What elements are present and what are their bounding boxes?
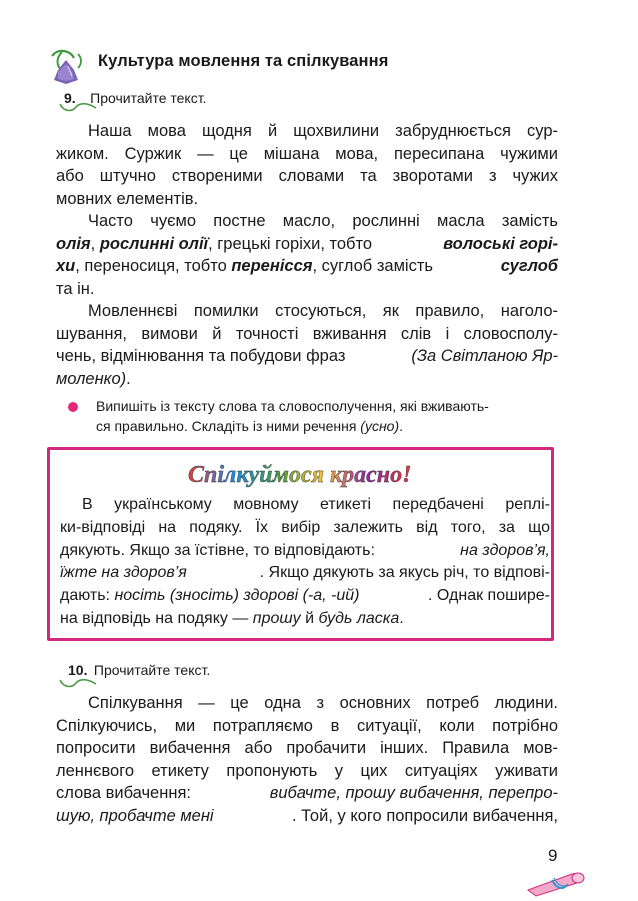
- text-segment: й: [300, 609, 319, 627]
- text-segment: .: [399, 609, 404, 627]
- text-segment: , грецькі горіхи, тобто: [208, 234, 373, 253]
- text-line: та ін.: [56, 279, 95, 298]
- exercise-10-label: [68, 662, 210, 680]
- text-line: [56, 233, 558, 256]
- text-segment: . Однак поширe-: [428, 587, 550, 605]
- text-line: Часто чуємо постне масло, рослинні масла замість: [88, 212, 558, 230]
- text-line: [60, 540, 550, 563]
- exercise-number: 9.: [64, 90, 76, 106]
- paragraph-1: [56, 120, 558, 210]
- bullet-dot-icon: [68, 402, 78, 412]
- text-segment: дякують. Якщо за їстівне, то відповідають:: [60, 541, 375, 559]
- text-segment: ,: [90, 234, 100, 253]
- text-segment: , суглоб замість: [312, 257, 433, 276]
- text-line: Наша мова щодня й щохвилини забруднюється сур-: [88, 122, 558, 140]
- text-segment: .: [399, 418, 404, 434]
- highlight-word: суглоб: [500, 257, 558, 276]
- text-segment: .: [126, 369, 131, 388]
- scroll-icon: [522, 868, 592, 898]
- text-segment: ся правильно. Складіть із ними речення: [96, 418, 361, 434]
- text-segment: шую, пробачте мені: [56, 806, 214, 825]
- text-segment: будь ласка: [318, 609, 400, 627]
- text-line: ки-відповіді на подяку. Їх вибір залежить від того, за що: [60, 518, 550, 536]
- text-segment: дають:: [60, 587, 115, 605]
- highlight-word: рослинні олії: [99, 234, 209, 253]
- paragraph-3: [56, 300, 558, 390]
- box-heading: [180, 456, 430, 490]
- source-citation: моленко): [56, 369, 127, 388]
- text-line: Спілкування — це одна з основних потреб людини.: [88, 694, 558, 712]
- text-segment: , переносиця, тобто: [75, 257, 232, 276]
- text-line: [56, 255, 558, 278]
- text-segment: на відповідь на подяку —: [60, 609, 253, 627]
- text-segment: їжте на здоров’я: [60, 564, 187, 582]
- text-line: [60, 608, 550, 631]
- exercise-instruction: Прочитайте текст.: [90, 90, 207, 106]
- text-segment: прошу: [252, 609, 301, 627]
- exercise-number: 10.: [68, 662, 88, 678]
- exercise-instruction: Прочитайте текст.: [93, 662, 211, 678]
- text-line: попросити вибачення або пробачити інших. Правила мов-: [56, 739, 558, 758]
- highlight-word: хи: [56, 257, 76, 276]
- task-text: [96, 396, 556, 436]
- section-title: Культура мовлення та спілкування: [98, 52, 389, 70]
- bellflower-icon: [48, 46, 88, 88]
- text-line: Спілкуючись, ми потрапляємо в ситуації, коли потрібно: [56, 716, 558, 735]
- box-text: [60, 494, 550, 631]
- text-segment: слова вибачення:: [56, 784, 191, 803]
- paragraph-2: [56, 210, 558, 300]
- text-segment: . Якщо дякують за якусь річ, то відпові-: [259, 564, 550, 582]
- exercise-9-label: [64, 90, 206, 108]
- text-line: жиком. Суржик — це мішана мова, пересипана чужими: [56, 144, 558, 163]
- highlight-word: перенісся: [231, 257, 313, 276]
- text-line: [56, 345, 558, 368]
- text-line: [56, 368, 558, 391]
- text-segment: (усно): [360, 418, 400, 434]
- text-line: В українському мовному етикеті передбачені реплі-: [82, 496, 550, 513]
- text-segment: чень, відмінювання та побудови фраз: [56, 347, 346, 366]
- source-citation: (За Світланою Яр-: [411, 347, 558, 366]
- text-segment: вибачте, прошу вибачення, перепро-: [269, 784, 558, 803]
- text-line: Мовленнєві помилки стосуються, як правило, наголо-: [88, 302, 558, 320]
- text-line: [56, 782, 558, 805]
- highlight-word: олія: [56, 234, 91, 253]
- text-segment: . Той, у кого попросили вибачення,: [291, 806, 558, 825]
- highlight-word: волоські горі-: [443, 234, 558, 253]
- page-number: 9: [548, 846, 558, 865]
- text-line: [96, 416, 556, 436]
- text-segment: на здоров’я,: [460, 541, 550, 559]
- text-line: [56, 805, 558, 828]
- text-line: леннєвого етикету пропонують у цих ситуаціях уживати: [56, 761, 558, 780]
- text-line: [60, 562, 550, 585]
- text-line: Випишіть із тексту слова та словосполучення, які вживають-: [96, 398, 489, 414]
- text-line: мовних елементів.: [56, 189, 199, 208]
- text-line: [60, 585, 550, 608]
- text-segment: носіть (зносіть) здорові (-а, -ий): [114, 587, 360, 605]
- text-line: шування, вимови й точності вживання слів і словосполу-: [56, 324, 558, 343]
- heading-text: Спілкуймося красно!: [188, 462, 412, 488]
- text-line: або штучно створеними словами та зворотами з чужих: [56, 167, 558, 186]
- paragraph-ex10: [56, 692, 558, 828]
